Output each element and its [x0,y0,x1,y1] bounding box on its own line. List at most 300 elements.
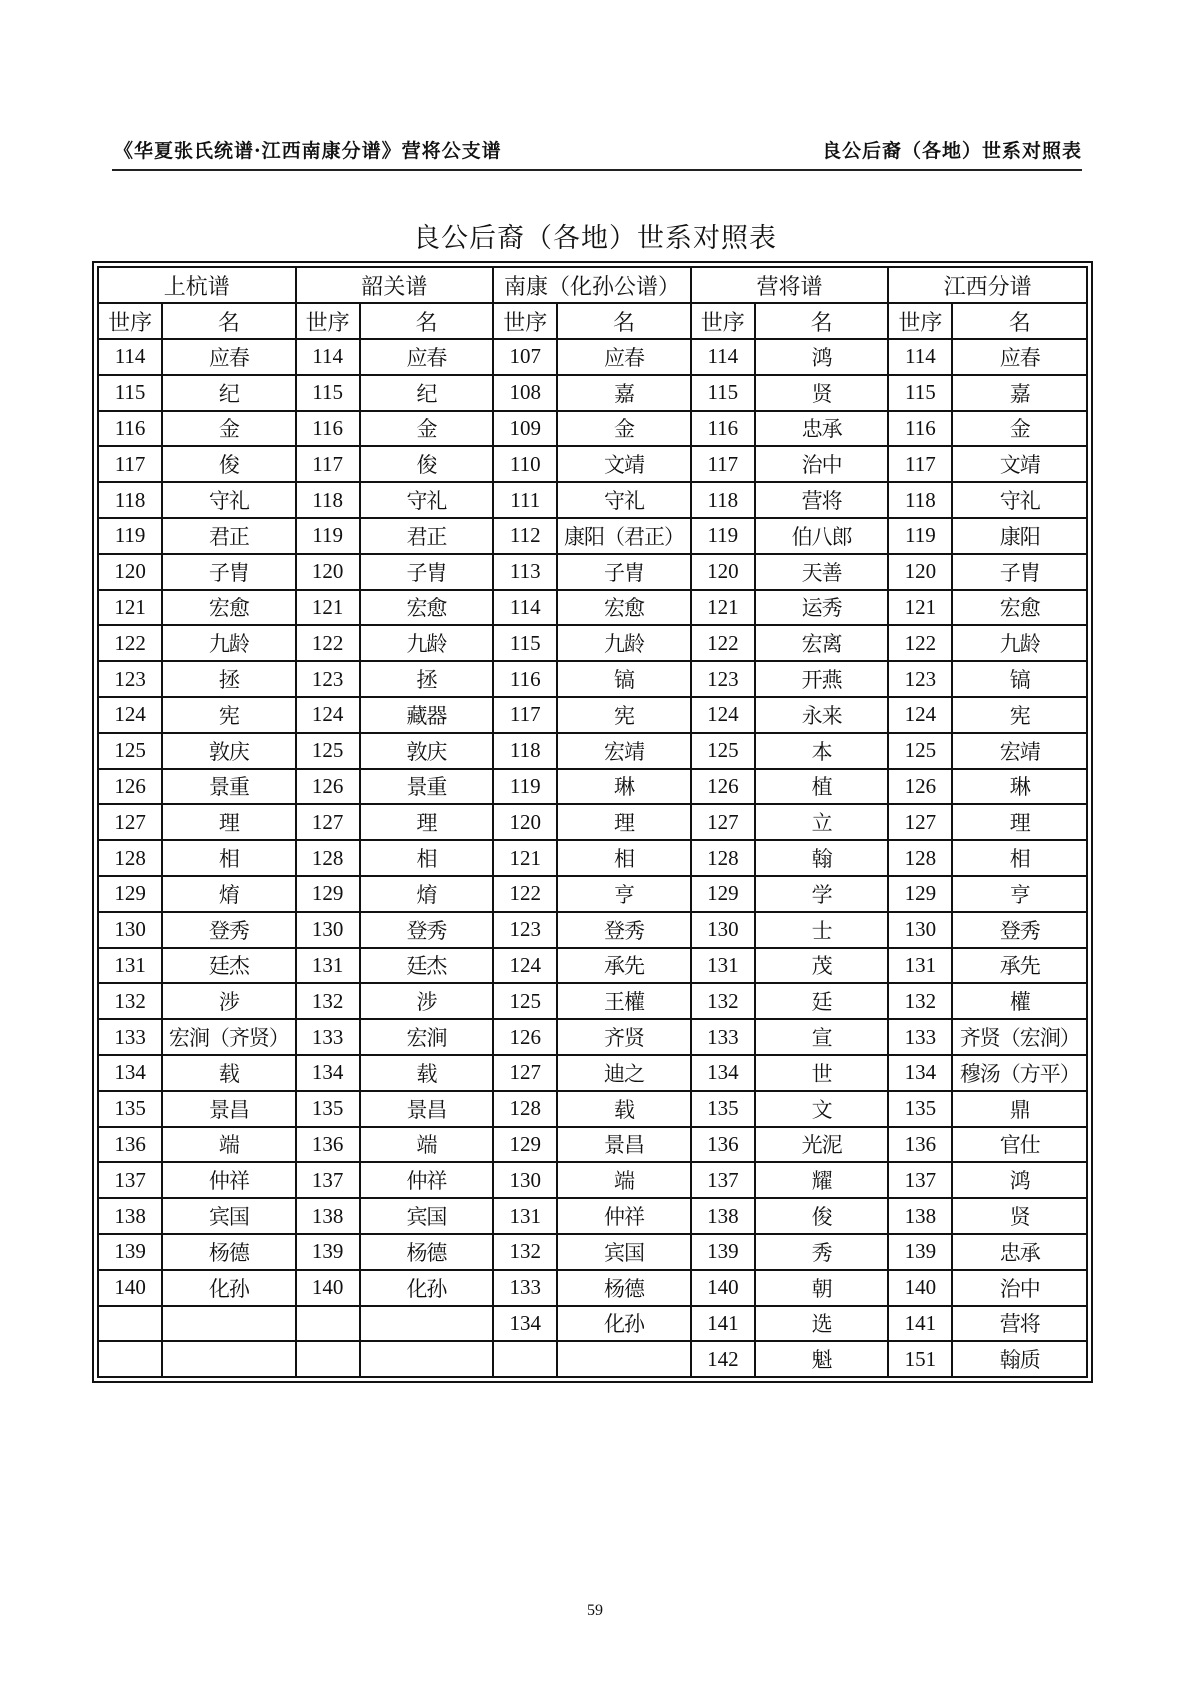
name-cell: 涉 [162,983,295,1019]
generation-cell: 129 [888,876,952,912]
generation-cell: 126 [296,769,360,805]
table-row [98,1341,1087,1377]
name-cell: 纪 [162,375,295,411]
table-row [98,948,1087,984]
generation-cell: 114 [691,339,755,375]
generation-cell: 108 [493,375,557,411]
genealogy-table-frame [92,261,1093,1383]
name-cell: 立 [755,804,888,840]
header-rule [112,169,1082,171]
name-cell: 营将 [952,1306,1087,1342]
name-cell: 宏愈 [557,590,690,626]
generation-cell: 119 [296,518,360,554]
name-cell: 王權 [557,983,690,1019]
name-cell: 宪 [557,697,690,733]
generation-cell: 134 [296,1055,360,1091]
name-cell: 九龄 [557,625,690,661]
column-header-seq: 世序 [888,303,952,339]
name-cell: 杨德 [162,1234,295,1270]
generation-cell: 137 [98,1162,162,1198]
name-cell: 载 [162,1055,295,1091]
generation-cell: 117 [296,446,360,482]
name-cell: 景昌 [162,1091,295,1127]
name-cell: 应春 [557,339,690,375]
generation-cell: 122 [98,625,162,661]
generation-cell: 132 [888,983,952,1019]
generation-cell: 140 [296,1270,360,1306]
table-row [98,1162,1087,1198]
generation-cell: 114 [98,339,162,375]
generation-cell: 120 [888,554,952,590]
name-cell: 鼎 [952,1091,1087,1127]
name-cell: 嘉 [952,375,1087,411]
name-cell: 光泥 [755,1127,888,1163]
name-cell: 承先 [952,948,1087,984]
table-row [98,1270,1087,1306]
name-cell [360,1306,493,1342]
generation-cell: 127 [98,804,162,840]
name-cell: 宏离 [755,625,888,661]
name-cell: 俊 [755,1198,888,1234]
name-cell: 治中 [952,1270,1087,1306]
generation-cell: 123 [98,661,162,697]
generation-cell: 139 [691,1234,755,1270]
name-cell: 伯八郎 [755,518,888,554]
generation-cell: 130 [888,912,952,948]
name-cell: 金 [557,411,690,447]
generation-cell: 115 [691,375,755,411]
generation-cell: 125 [493,983,557,1019]
generation-cell: 111 [493,482,557,518]
generation-cell: 123 [493,912,557,948]
name-cell: 鸿 [755,339,888,375]
table-row [98,446,1087,482]
group-header: 南康（化孙公谱） [493,267,691,303]
name-cell: 仲祥 [162,1162,295,1198]
name-cell: 廷杰 [360,948,493,984]
name-cell: 杨德 [360,1234,493,1270]
generation-cell: 124 [296,697,360,733]
generation-cell [98,1341,162,1377]
name-cell: 仲祥 [557,1198,690,1234]
name-cell: 鸿 [952,1162,1087,1198]
column-header-seq: 世序 [691,303,755,339]
generation-cell: 128 [98,840,162,876]
generation-cell: 135 [98,1091,162,1127]
generation-cell: 121 [493,840,557,876]
table-row [98,840,1087,876]
name-cell: 官仕 [952,1127,1087,1163]
name-cell: 宏愈 [360,590,493,626]
name-cell: 载 [557,1091,690,1127]
generation-cell: 116 [98,411,162,447]
name-cell: 九龄 [952,625,1087,661]
generation-cell: 117 [98,446,162,482]
generation-cell: 133 [691,1019,755,1055]
group-header: 江西分谱 [888,267,1087,303]
name-cell: 端 [162,1127,295,1163]
generation-cell: 129 [296,876,360,912]
generation-cell: 134 [888,1055,952,1091]
generation-cell: 134 [691,1055,755,1091]
name-cell: 宣 [755,1019,888,1055]
name-cell: 宏涧 [360,1019,493,1055]
name-cell: 焴 [162,876,295,912]
name-cell: 翰 [755,840,888,876]
generation-cell: 131 [296,948,360,984]
generation-cell: 133 [98,1019,162,1055]
name-cell: 治中 [755,446,888,482]
generation-cell: 123 [296,661,360,697]
table-row [98,554,1087,590]
name-cell: 子胄 [360,554,493,590]
generation-cell: 139 [296,1234,360,1270]
generation-cell: 141 [691,1306,755,1342]
generation-cell: 129 [691,876,755,912]
generation-cell: 133 [493,1270,557,1306]
table-row [98,1306,1087,1342]
generation-cell: 118 [493,733,557,769]
table-row [98,1198,1087,1234]
name-cell: 理 [557,804,690,840]
generation-cell: 138 [296,1198,360,1234]
generation-cell: 129 [493,1127,557,1163]
table-row [98,482,1087,518]
column-header-seq: 世序 [98,303,162,339]
generation-cell: 125 [888,733,952,769]
name-cell: 宪 [162,697,295,733]
name-cell: 学 [755,876,888,912]
generation-cell: 140 [98,1270,162,1306]
column-header-name: 名 [952,303,1087,339]
table-row [98,912,1087,948]
name-cell: 拯 [162,661,295,697]
generation-cell: 123 [691,661,755,697]
generation-cell: 125 [98,733,162,769]
generation-cell: 120 [493,804,557,840]
table-row [98,983,1087,1019]
generation-cell: 136 [691,1127,755,1163]
generation-cell: 107 [493,339,557,375]
generation-cell: 133 [296,1019,360,1055]
group-header: 韶关谱 [296,267,494,303]
name-cell: 權 [952,983,1087,1019]
generation-cell: 124 [98,697,162,733]
generation-cell: 135 [296,1091,360,1127]
name-cell: 贤 [755,375,888,411]
name-cell: 相 [360,840,493,876]
name-cell: 朝 [755,1270,888,1306]
generation-cell: 123 [888,661,952,697]
name-cell: 宾国 [360,1198,493,1234]
page-title: 良公后裔（各地）世系对照表 [413,223,777,254]
generation-cell: 124 [691,697,755,733]
name-cell: 守礼 [952,482,1087,518]
name-cell: 营将 [755,482,888,518]
generation-cell: 116 [493,661,557,697]
name-cell: 登秀 [162,912,295,948]
generation-cell: 119 [493,769,557,805]
name-cell: 相 [162,840,295,876]
generation-cell: 134 [98,1055,162,1091]
name-cell: 理 [162,804,295,840]
generation-cell: 120 [296,554,360,590]
name-cell: 子胄 [557,554,690,590]
name-cell: 亨 [557,876,690,912]
name-cell: 宪 [952,697,1087,733]
genealogy-comparison-table [97,266,1088,1378]
name-cell: 登秀 [952,912,1087,948]
generation-cell: 119 [691,518,755,554]
name-cell: 文靖 [557,446,690,482]
generation-cell: 114 [493,590,557,626]
generation-cell: 134 [493,1306,557,1342]
generation-cell: 120 [691,554,755,590]
group-header: 上杭谱 [98,267,296,303]
name-cell: 景重 [162,769,295,805]
table-row [98,1234,1087,1270]
generation-cell: 133 [888,1019,952,1055]
table-row [98,1127,1087,1163]
generation-cell: 120 [98,554,162,590]
table-row [98,769,1087,805]
name-cell: 耀 [755,1162,888,1198]
generation-cell: 124 [493,948,557,984]
name-cell: 文靖 [952,446,1087,482]
table-row [98,339,1087,375]
name-cell: 天善 [755,554,888,590]
name-cell: 君正 [360,518,493,554]
table-row [98,518,1087,554]
generation-cell: 109 [493,411,557,447]
generation-cell: 126 [691,769,755,805]
name-cell: 康阳（君正） [557,518,690,554]
generation-cell: 139 [888,1234,952,1270]
name-cell: 宾国 [557,1234,690,1270]
name-cell: 应春 [162,339,295,375]
table-row [98,804,1087,840]
running-header-right: 良公后裔（各地）世系对照表 [821,140,1082,162]
generation-cell: 128 [493,1091,557,1127]
name-cell: 守礼 [360,482,493,518]
name-cell: 齐贤（宏涧） [952,1019,1087,1055]
generation-cell: 122 [493,876,557,912]
table-row [98,1055,1087,1091]
table-row [98,625,1087,661]
generation-cell: 138 [98,1198,162,1234]
name-cell: 宾国 [162,1198,295,1234]
name-cell: 景昌 [557,1127,690,1163]
name-cell: 化孙 [557,1306,690,1342]
name-cell: 镐 [557,661,690,697]
generation-cell: 122 [296,625,360,661]
name-cell: 世 [755,1055,888,1091]
generation-cell: 127 [691,804,755,840]
name-cell: 琳 [557,769,690,805]
name-cell: 忠承 [952,1234,1087,1270]
name-cell: 敦庆 [162,733,295,769]
name-cell: 文 [755,1091,888,1127]
name-cell: 化孙 [162,1270,295,1306]
name-cell: 涉 [360,983,493,1019]
generation-cell: 130 [98,912,162,948]
name-cell: 迪之 [557,1055,690,1091]
running-header-left: 《华夏张氏统谱·江西南康分谱》营将公支谱 [114,140,502,162]
group-header: 营将谱 [691,267,889,303]
name-cell: 嘉 [557,375,690,411]
name-cell: 廷杰 [162,948,295,984]
table-row [98,590,1087,626]
generation-cell: 141 [888,1306,952,1342]
name-cell: 俊 [360,446,493,482]
generation-cell: 127 [493,1055,557,1091]
name-cell: 焴 [360,876,493,912]
generation-cell: 121 [296,590,360,626]
generation-cell: 142 [691,1341,755,1377]
generation-cell: 139 [98,1234,162,1270]
generation-cell: 119 [888,518,952,554]
generation-cell: 131 [493,1198,557,1234]
name-cell: 秀 [755,1234,888,1270]
name-cell: 九龄 [162,625,295,661]
generation-cell: 125 [691,733,755,769]
name-cell: 子胄 [162,554,295,590]
column-header-seq: 世序 [296,303,360,339]
generation-cell: 128 [888,840,952,876]
name-cell: 穆汤（方平） [952,1055,1087,1091]
name-cell: 宏靖 [557,733,690,769]
generation-cell: 126 [98,769,162,805]
generation-cell: 129 [98,876,162,912]
name-cell [162,1306,295,1342]
name-cell: 敦庆 [360,733,493,769]
generation-cell: 115 [888,375,952,411]
table-row [98,661,1087,697]
name-cell: 拯 [360,661,493,697]
generation-cell: 112 [493,518,557,554]
name-cell: 端 [557,1162,690,1198]
name-cell: 齐贤 [557,1019,690,1055]
column-header-name: 名 [755,303,888,339]
name-cell: 开燕 [755,661,888,697]
name-cell: 相 [557,840,690,876]
name-cell [360,1341,493,1377]
name-cell: 本 [755,733,888,769]
generation-cell [296,1306,360,1342]
name-cell: 君正 [162,518,295,554]
name-cell: 康阳 [952,518,1087,554]
name-cell: 运秀 [755,590,888,626]
generation-cell: 137 [888,1162,952,1198]
generation-cell: 138 [691,1198,755,1234]
generation-cell: 140 [888,1270,952,1306]
table-row [98,733,1087,769]
generation-cell: 128 [296,840,360,876]
generation-cell: 116 [691,411,755,447]
generation-cell: 136 [888,1127,952,1163]
table-row [98,1019,1087,1055]
generation-cell: 130 [691,912,755,948]
generation-cell [98,1306,162,1342]
name-cell: 宏愈 [162,590,295,626]
table-row [98,375,1087,411]
group-header-row [98,267,1087,303]
name-cell: 守礼 [162,482,295,518]
name-cell [557,1341,690,1377]
name-cell: 贤 [952,1198,1087,1234]
generation-cell [296,1341,360,1377]
name-cell: 相 [952,840,1087,876]
name-cell: 纪 [360,375,493,411]
generation-cell: 137 [296,1162,360,1198]
generation-cell: 135 [888,1091,952,1127]
generation-cell: 113 [493,554,557,590]
table-row [98,411,1087,447]
generation-cell: 125 [296,733,360,769]
generation-cell: 132 [691,983,755,1019]
name-cell: 端 [360,1127,493,1163]
name-cell: 金 [162,411,295,447]
generation-cell: 135 [691,1091,755,1127]
generation-cell: 114 [888,339,952,375]
column-header-name: 名 [557,303,690,339]
generation-cell: 114 [296,339,360,375]
generation-cell: 116 [888,411,952,447]
name-cell: 魁 [755,1341,888,1377]
generation-cell: 117 [888,446,952,482]
name-cell: 宏愈 [952,590,1087,626]
generation-cell: 117 [691,446,755,482]
name-cell: 植 [755,769,888,805]
name-cell: 守礼 [557,482,690,518]
generation-cell: 130 [296,912,360,948]
generation-cell: 137 [691,1162,755,1198]
name-cell: 宏涧（齐贤） [162,1019,295,1055]
name-cell: 廷 [755,983,888,1019]
column-header-name: 名 [360,303,493,339]
generation-cell: 117 [493,697,557,733]
name-cell: 登秀 [557,912,690,948]
generation-cell: 131 [888,948,952,984]
generation-cell: 124 [888,697,952,733]
generation-cell: 122 [691,625,755,661]
name-cell: 亨 [952,876,1087,912]
generation-cell: 122 [888,625,952,661]
generation-cell: 121 [98,590,162,626]
generation-cell: 118 [296,482,360,518]
generation-cell: 140 [691,1270,755,1306]
name-cell: 仲祥 [360,1162,493,1198]
generation-cell: 151 [888,1341,952,1377]
generation-cell [493,1341,557,1377]
name-cell: 琳 [952,769,1087,805]
name-cell: 镐 [952,661,1087,697]
generation-cell: 121 [691,590,755,626]
name-cell: 登秀 [360,912,493,948]
generation-cell: 130 [493,1162,557,1198]
table-row [98,697,1087,733]
name-cell: 理 [360,804,493,840]
name-cell: 景重 [360,769,493,805]
generation-cell: 131 [691,948,755,984]
name-cell: 宏靖 [952,733,1087,769]
name-cell: 选 [755,1306,888,1342]
generation-cell: 132 [493,1234,557,1270]
generation-cell: 126 [888,769,952,805]
name-cell: 九龄 [360,625,493,661]
page-number: 59 [587,1602,603,1619]
name-cell: 化孙 [360,1270,493,1306]
